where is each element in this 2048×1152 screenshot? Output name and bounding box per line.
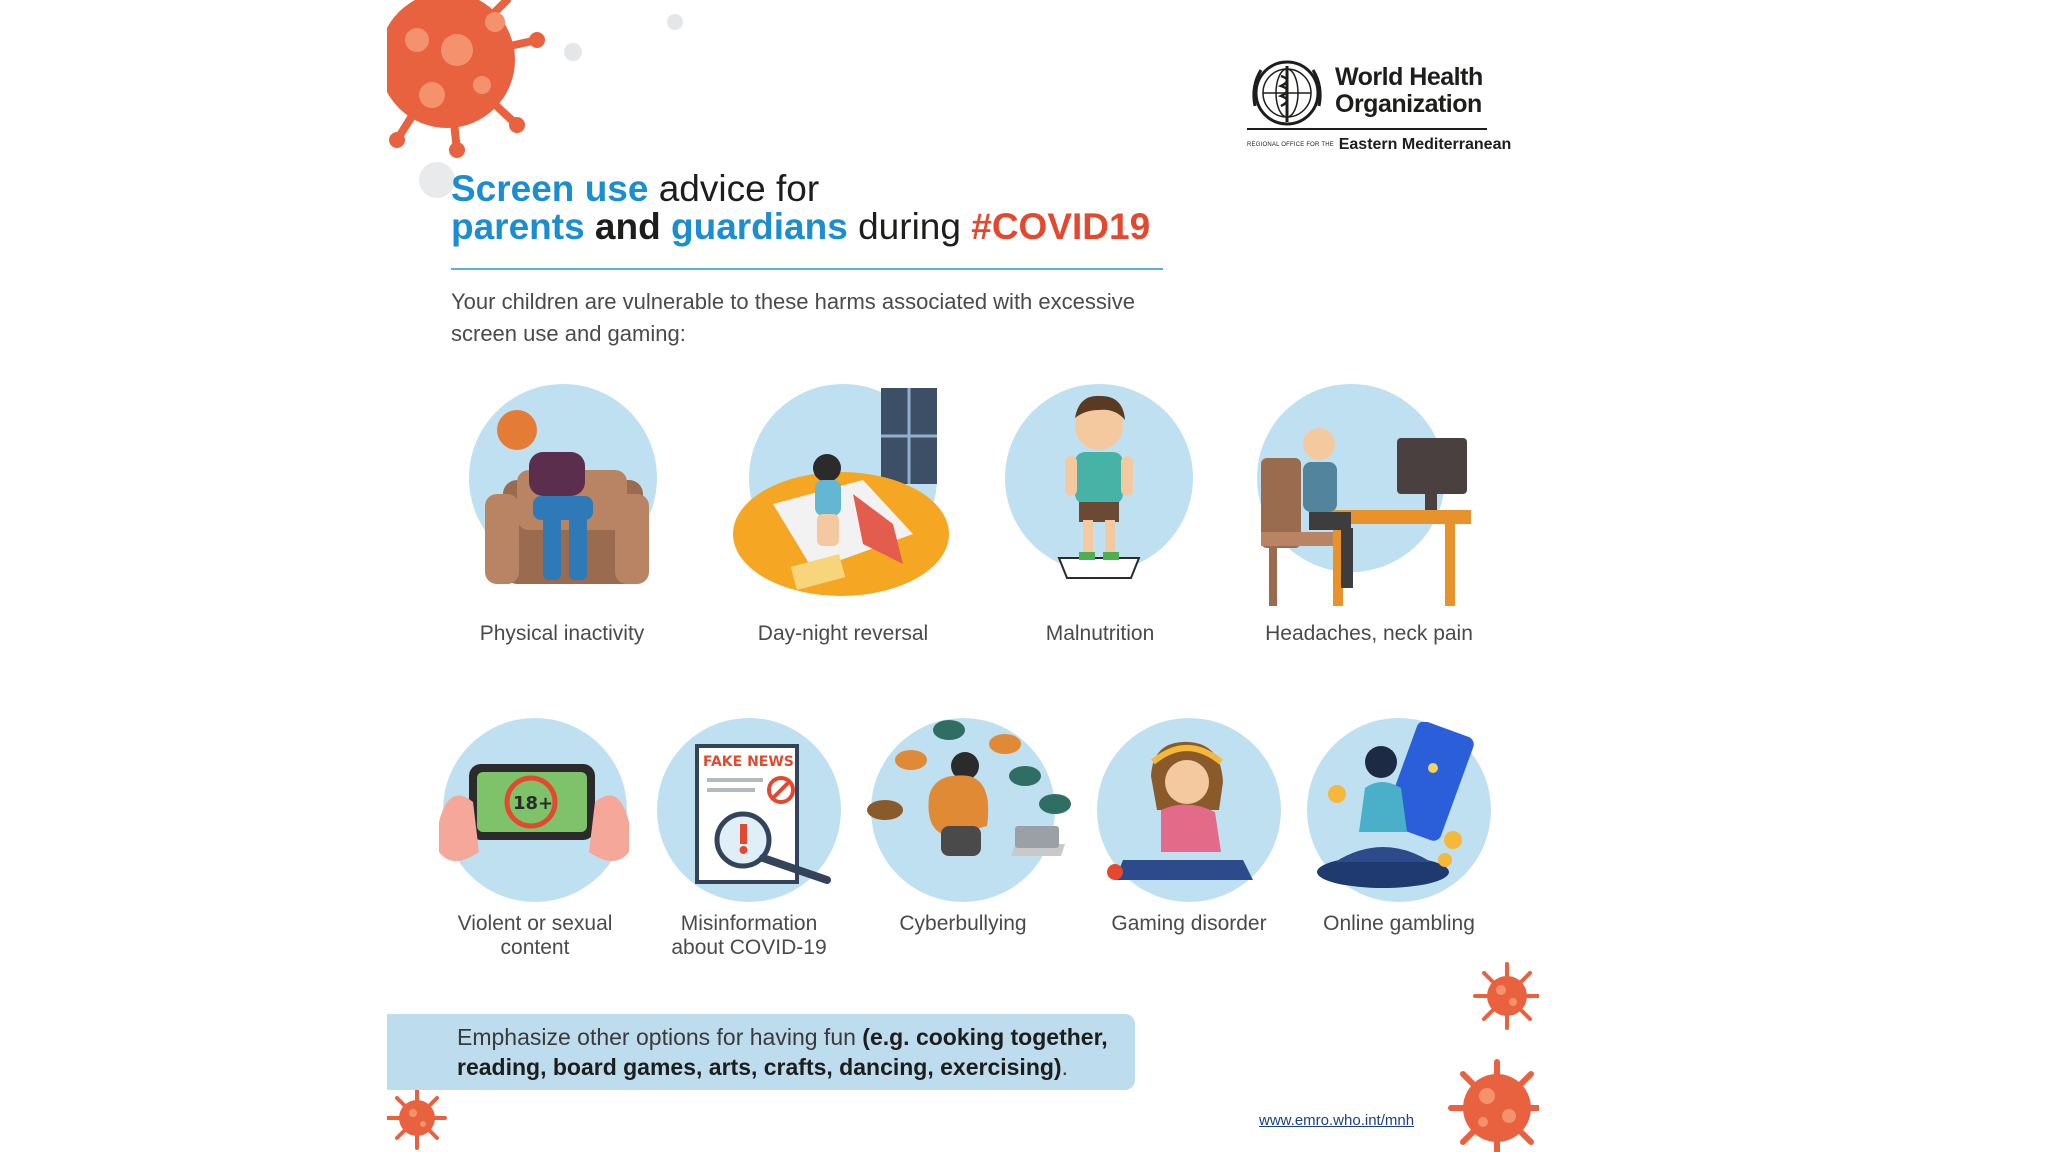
gambling-phone-icon (1315, 722, 1491, 892)
harm-label-violent-line1: Violent or sexual (457, 912, 613, 935)
fake-news-magnifier-icon (687, 744, 843, 894)
fake-news-badge: FAKE NEWS (703, 754, 794, 770)
who-region-name: Eastern Mediterranean (1338, 136, 1512, 153)
page-title (451, 170, 1211, 246)
harm-label-physical-inactivity: Physical inactivity (479, 622, 645, 645)
title-screen-use: Screen use (451, 168, 649, 209)
age-rating-badge: 18+ (513, 793, 554, 814)
crouching-teen-icon (865, 716, 1085, 886)
title-parents: parents (451, 206, 585, 247)
title-hashtag: #COVID19 (971, 206, 1151, 247)
advice-callout-plain: Emphasize other options for having fun (457, 1024, 863, 1050)
harm-label-violent-line2: content (500, 936, 570, 959)
advice-callout-examples: (e.g. cooking together, reading, board games, arts, crafts, dancing, exercising) (457, 1024, 1108, 1080)
advice-callout (387, 1014, 1135, 1090)
bed-window-icon (733, 384, 963, 604)
who-emblem-icon (1247, 56, 1331, 130)
harm-label-malnutrition: Malnutrition (1045, 622, 1155, 645)
intro-text: Your children are vulnerable to these harms associated with excessive screen use and gaming: (451, 289, 1135, 346)
who-divider (1247, 128, 1487, 130)
harm-label-gaming-disorder: Gaming disorder (1111, 912, 1267, 935)
phone-in-hands-icon (439, 752, 639, 882)
title-guardians: guardians (671, 206, 848, 247)
harm-label-misinformation (625, 912, 873, 960)
decorative-bubbles-top (557, 8, 697, 68)
who-logo (1247, 56, 1512, 160)
who-name-line2: Organization (1335, 90, 1482, 118)
sad-girl-icon (1103, 732, 1273, 882)
harm-label-misinformation-line1: Misinformation (680, 912, 818, 935)
who-region (1247, 136, 1512, 154)
harm-label-cyberbullying: Cyberbullying (899, 912, 1027, 935)
harm-label-online-gambling: Online gambling (1323, 912, 1475, 935)
harm-label-day-night-reversal: Day-night reversal (757, 622, 929, 645)
virus-icon-bottom-left (387, 1088, 451, 1152)
sitting-person-icon (477, 400, 657, 590)
harm-label-headaches-neck-pain: Headaches, neck pain (1265, 622, 1473, 645)
who-name (1335, 64, 1483, 118)
harm-label-violent-content (415, 912, 655, 960)
harm-label-misinformation-line2: about COVID-19 (671, 936, 827, 959)
advice-callout-text (457, 1022, 1129, 1082)
desk-computer-icon (1261, 408, 1471, 608)
standing-boy-scale-icon (1039, 386, 1159, 586)
title-and: and (584, 206, 671, 247)
title-divider (451, 268, 1163, 270)
who-region-prefix: REGIONAL OFFICE FOR THE (1247, 142, 1334, 148)
who-name-line1: World Health (1335, 63, 1483, 91)
title-during: during (847, 206, 972, 247)
title-advice-for: advice for (648, 168, 820, 209)
advice-callout-end: . (1061, 1054, 1068, 1080)
footer-link[interactable]: www.emro.who.int/mnh (1259, 1112, 1415, 1129)
virus-icon-right (1471, 960, 1539, 1032)
virus-icon-bottom-right (1447, 1058, 1539, 1152)
infographic-poster (387, 0, 1539, 1152)
